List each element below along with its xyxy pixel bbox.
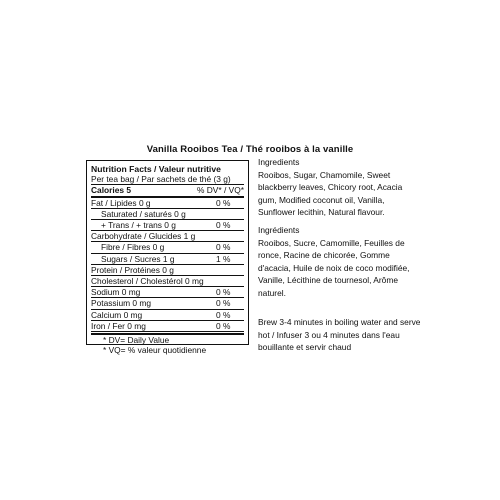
- nutrient-label: Fibre / Fibres 0 g: [101, 242, 165, 253]
- brew-instructions: [258, 316, 423, 354]
- nutrient-row: [91, 254, 244, 265]
- nutrient-row: [91, 287, 244, 298]
- nutrient-dv: 0 %: [216, 197, 231, 208]
- nutrient-row: [91, 310, 244, 321]
- nutrient-dv: 0 %: [216, 298, 231, 309]
- nutrient-row: [91, 198, 244, 209]
- nutrient-label: + Trans / + trans 0 g: [101, 220, 176, 231]
- nutrient-dv: [216, 231, 244, 241]
- ingredients-en-text: Rooibos, Sugar, Chamomile, Sweet blackberry leaves, Chicory root, Acacia gum, Modified coconut oil, Vanilla, Sunflower lecithin, Natural flavour.: [258, 169, 403, 218]
- nutrient-dv: 1 %: [216, 253, 231, 264]
- nutrient-label: Saturated / saturés 0 g: [101, 208, 186, 219]
- nutrient-label: Sugars / Sucres 1 g: [101, 253, 175, 264]
- calories-label: Calories 5: [91, 185, 132, 196]
- nutrient-row: [91, 265, 244, 276]
- nutrition-heading: Nutrition Facts / Valeur nutritive: [91, 164, 221, 174]
- nutrient-row: [91, 220, 244, 231]
- product-title: Vanilla Rooibos Tea / Thé rooibos à la vanille: [146, 144, 354, 155]
- dv-header: % DV* / VQ*: [196, 185, 244, 196]
- footnote-vq: * VQ= % valeur quotidienne: [103, 345, 207, 356]
- nutrient-row: [91, 298, 244, 309]
- nutrient-row: [91, 231, 244, 242]
- brew-text: Brew 3-4 minutes in boiling water and serve hot / Infuser 3 ou 4 minutes dans l'eau bouillante et servir chaud: [258, 317, 421, 353]
- nutrient-rows: [91, 198, 244, 332]
- nutrient-dv: [216, 265, 244, 275]
- ingredients-english: [258, 156, 423, 219]
- nutrient-label: Iron / Fer 0 mg: [91, 320, 146, 331]
- ingredients-fr-heading: Ingrédients: [258, 225, 300, 235]
- nutrient-dv: 0 %: [216, 287, 231, 298]
- nutrient-label: Calcium 0 mg: [91, 309, 143, 320]
- nutrient-dv: 0 %: [216, 220, 231, 231]
- nutrient-row: [91, 321, 244, 332]
- nutrient-label: Fat / Lipides 0 g: [91, 197, 151, 208]
- nutrient-label: Carbohydrate / Glucides 1 g: [91, 231, 196, 242]
- nutrient-label: Potassium 0 mg: [91, 298, 152, 309]
- nutrient-row: [91, 276, 244, 287]
- nutrient-dv: 0 %: [216, 309, 231, 320]
- nutrient-row: [91, 242, 244, 253]
- nutrient-dv: [216, 209, 244, 219]
- nutrient-label: Sodium 0 mg: [91, 287, 141, 298]
- nutrient-dv: [216, 276, 244, 286]
- nutrient-dv: 0 %: [216, 320, 231, 331]
- nutrition-facts-table: [86, 160, 249, 356]
- nutrient-label: Protein / Protéines 0 g: [91, 264, 174, 275]
- serving-size: Per tea bag / Par sachets de thé (3 g): [91, 174, 244, 185]
- ingredients-fr-text: Rooibos, Sucre, Camomille, Feuilles de ronce, Racine de chicorée, Gomme d'acacia, Huile de noix de coco modifiée, Vanille, Lécithine de tournesol, Arôme naturel.: [258, 237, 410, 298]
- nutrient-dv: 0 %: [216, 242, 231, 253]
- nutrient-label: Cholesterol / Cholestérol 0 mg: [91, 276, 204, 287]
- ingredients-french: [258, 224, 423, 300]
- ingredients-en-heading: Ingredients: [258, 157, 300, 167]
- footnote-dv: * DV= Daily Value: [103, 335, 170, 346]
- nutrient-row: [91, 209, 244, 220]
- calories-row: [91, 185, 244, 197]
